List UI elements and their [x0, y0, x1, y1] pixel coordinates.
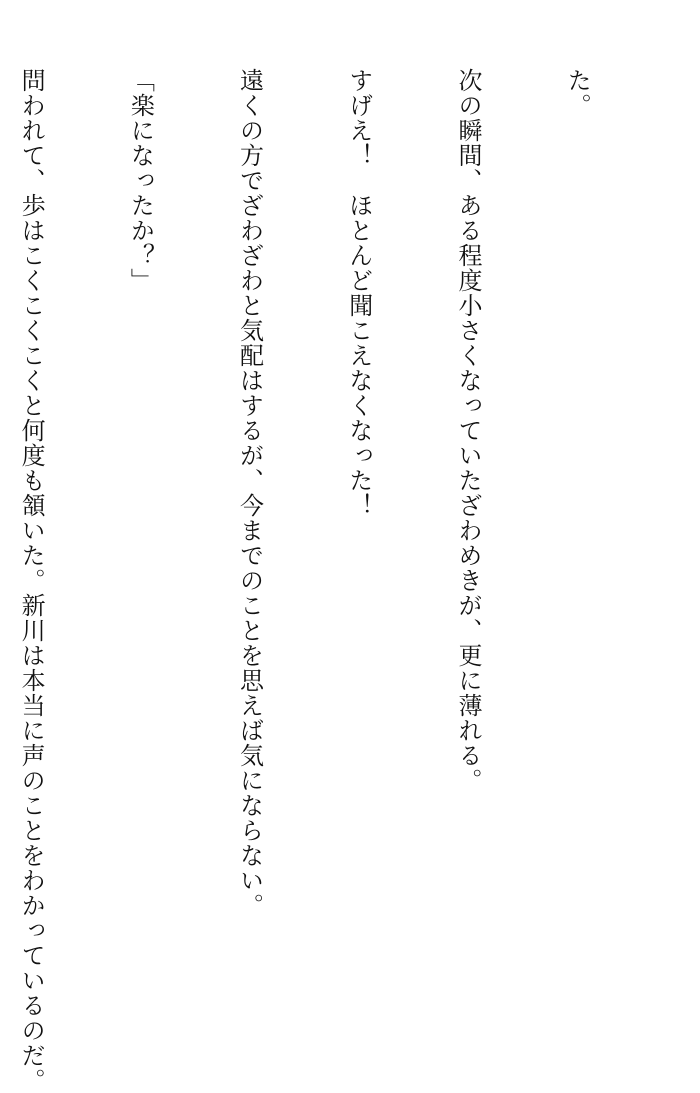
text-line: た。: [563, 68, 592, 118]
vertical-text-body: [0, 68, 668, 1093]
text-line: 次の瞬間、ある程度小さくなっていたざわめきが、更に薄れる。: [453, 68, 482, 793]
text-line: 問われて、歩はこくこくこくと何度も頷いた。新川は本当に声のことをわかっているのだ。: [17, 68, 46, 1093]
text-line: すげえ！ ほとんど聞こえなくなった！: [344, 68, 373, 518]
text-line: 「楽になったか？」: [126, 68, 155, 293]
text-line: 遠くの方でざわざわと気配はするが、今までのことを思えば気にならない。: [235, 68, 264, 918]
